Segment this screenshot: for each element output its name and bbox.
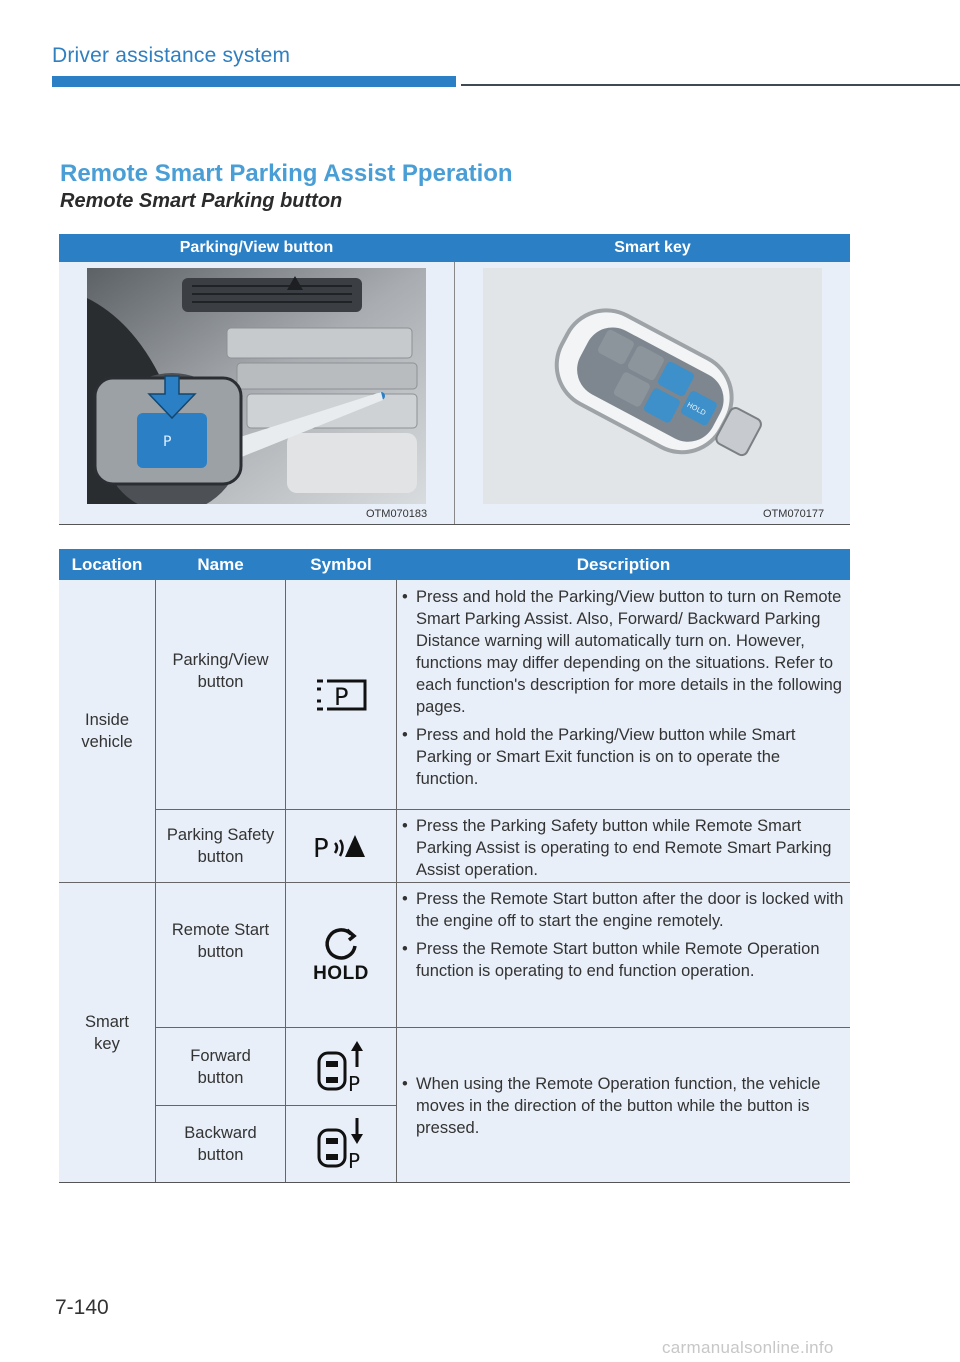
car-front-icon: [315, 1039, 367, 1095]
smart-key-hold-label: HOLD: [685, 400, 708, 418]
header-accent-bar: [52, 76, 456, 87]
figure-header: [59, 234, 850, 262]
name-label: Forward button: [190, 1046, 251, 1087]
th-description: Description: [576, 555, 671, 574]
name-backward: [156, 1106, 285, 1182]
dashboard-illustration: [87, 268, 426, 504]
desc-parking-view: [400, 586, 846, 796]
desc-bullet: • When using the Remote Operation function, the vehicle moves in the direction of the button while the button is pressed.: [400, 1073, 846, 1139]
desc-parking-safety: [400, 815, 846, 887]
car-rear-icon: [315, 1116, 367, 1172]
grid-line: [59, 1182, 850, 1183]
page-number: 7-140: [55, 1296, 109, 1319]
svg-text:P: P: [334, 682, 349, 711]
desc-bullet: • Press and hold the Parking/View button while Smart Parking or Smart Exit function is on to operate the function.: [400, 724, 846, 790]
figure-caption-left: OTM070183: [366, 508, 428, 520]
table-header: [59, 549, 850, 580]
location-smart-key: [59, 883, 155, 1182]
backward-p-label: P: [348, 1149, 361, 1172]
smart-key-photo: [483, 268, 822, 504]
name-remote-start: [156, 919, 285, 979]
header-rule: [461, 84, 960, 86]
name-label: Parking/View button: [172, 651, 269, 691]
desc-remote-start: [400, 888, 846, 988]
location-inside-vehicle: [59, 580, 155, 882]
svg-text:P: P: [313, 834, 329, 863]
backward-parking-icon: [286, 1106, 396, 1182]
svg-text:P: P: [163, 434, 172, 450]
dashboard-photo: [87, 268, 426, 504]
remote-start-hold-icon: [286, 883, 396, 1027]
hold-label: HOLD: [313, 963, 369, 984]
figure-table: [59, 234, 850, 525]
parking-safety-icon: [286, 810, 396, 882]
smart-key-illustration: [483, 268, 822, 504]
section-title: Remote Smart Parking Assist Pperation: [60, 160, 513, 187]
figure-caption-right: OTM070177: [763, 508, 825, 520]
location-label: Smart key: [84, 1012, 129, 1053]
desc-bullet: • Press the Parking Safety button while Remote Smart Parking Assist is operating to end Remote Smart Parking Assist operation.: [400, 815, 846, 881]
desc-bullet: • Press the Remote Start button after the door is locked with the engine off to start the engine remotely.: [400, 888, 846, 932]
name-parking-safety: [156, 810, 285, 882]
name-label: Backward button: [184, 1124, 257, 1164]
name-label: Remote Start button: [171, 921, 270, 961]
name-parking-view: [156, 649, 285, 719]
parking-view-icon: [286, 580, 396, 809]
desc-forward-backward: [400, 1073, 846, 1145]
th-symbol: Symbol: [310, 555, 372, 574]
watermark: carmanualsonline.info: [662, 1338, 834, 1357]
location-label: Inside vehicle: [81, 711, 133, 751]
figure-header-parking-view: Parking/View button: [179, 239, 334, 256]
forward-parking-icon: [286, 1028, 396, 1105]
button-table: [59, 549, 850, 1183]
desc-bullet: • Press and hold the Parking/View button to turn on Remote Smart Parking Assist. Also, Forward/ Backward Parking Distance warning will automatically turn on. However, functions may differ depending on the situations. Refer to each function's description for more details in the following pages.: [400, 586, 846, 718]
th-name: Name: [197, 555, 244, 574]
name-forward: [156, 1028, 285, 1105]
figure-header-smart-key: Smart key: [614, 239, 691, 256]
header-title: Driver assistance system: [52, 44, 291, 67]
desc-bullet: • Press the Remote Start button while Remote Operation function is operating to end function operation.: [400, 938, 846, 982]
th-location: Location: [71, 555, 143, 574]
forward-p-label: P: [348, 1071, 361, 1095]
figure-divider: [454, 262, 455, 524]
name-label: Parking Safety button: [166, 826, 275, 866]
power-circle-icon: [321, 926, 361, 964]
section-subtitle: Remote Smart Parking button: [60, 190, 343, 212]
